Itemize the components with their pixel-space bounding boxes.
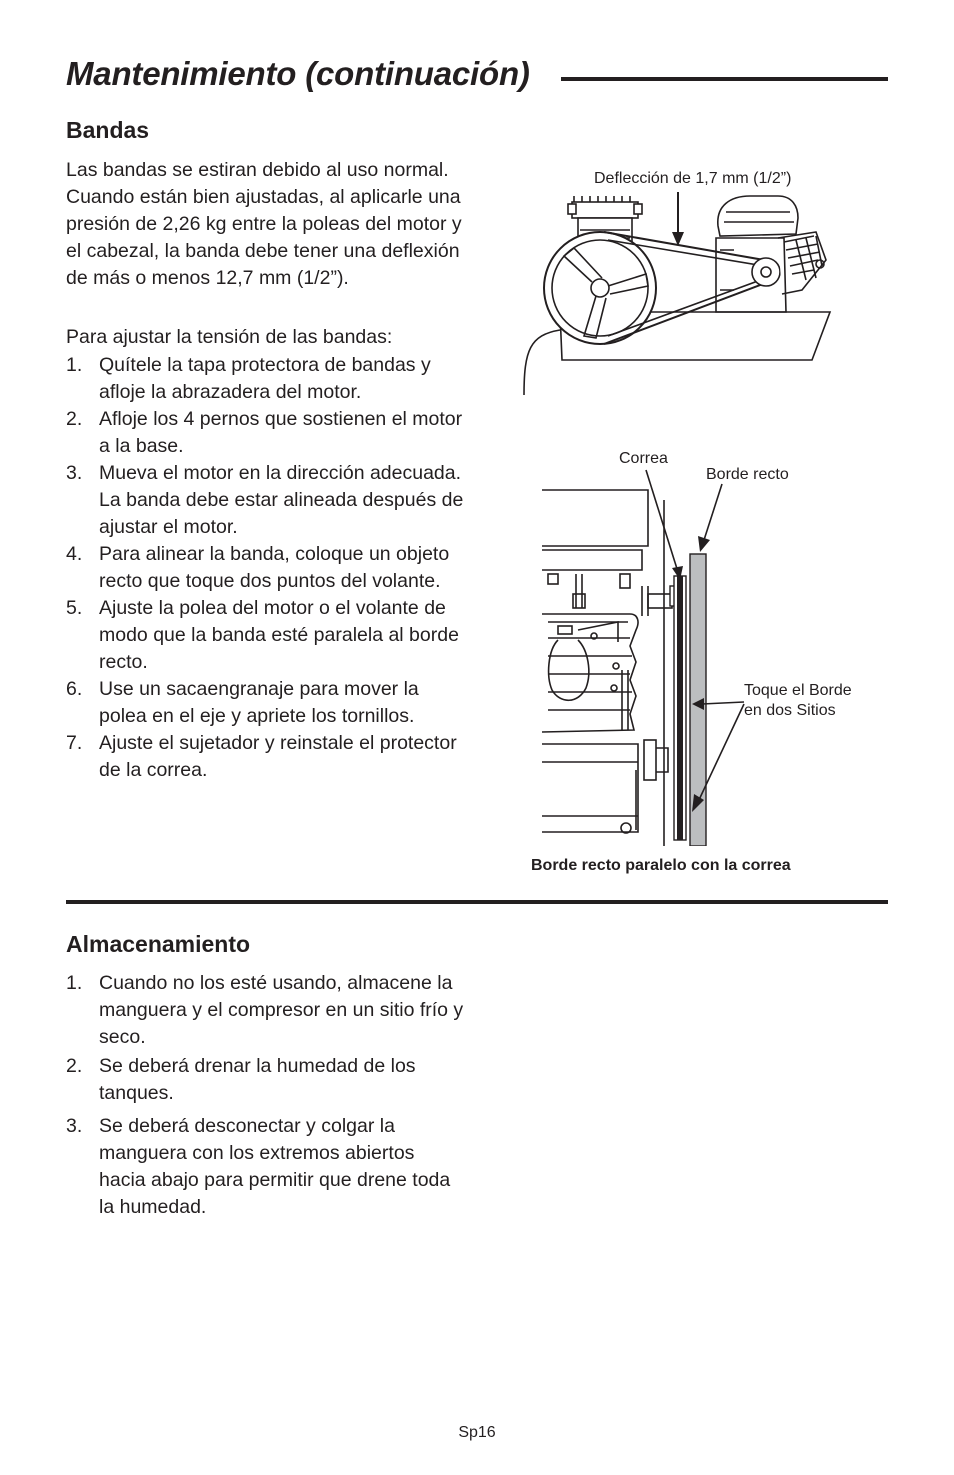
list-item: [66, 352, 470, 406]
list-item: [66, 676, 470, 730]
list-item: [66, 1113, 466, 1221]
step-number: 7.: [66, 732, 83, 754]
touch-edge-line2: en dos Sitios: [744, 702, 836, 719]
step-number: 3.: [66, 1115, 83, 1137]
step-text: Mueva el motor en la dirección adecuada. La banda debe estar alineada después de ajustar el motor.: [99, 462, 464, 538]
step-number: 2.: [66, 408, 83, 430]
belt-label: Correa: [619, 450, 668, 467]
list-item: [66, 406, 470, 460]
list-item: [66, 730, 470, 784]
touch-edge-label: [744, 681, 852, 721]
page-header: [66, 55, 888, 105]
deflection-arrow: [668, 190, 688, 250]
step-number: 4.: [66, 543, 83, 565]
step-text: Quítele la tapa protectora de bandas y afloje la abrazadera del motor.: [99, 354, 431, 403]
step-text: Cuando no los esté usando, almacene la manguera y el compresor en un sitio frío y seco.: [99, 972, 464, 1048]
page-title: Mantenimiento (continuación): [66, 55, 530, 92]
list-item: [66, 1053, 466, 1107]
bandas-intro: Las bandas se estiran debido al uso normal. Cuando están bien ajustadas, al aplicarle una presión de 2,26 kg entre la poleas del motor y el cabezal, la banda debe tener una deflexión de más o menos 12,7 mm (1/2”).: [66, 159, 462, 289]
section-divider: [66, 900, 888, 904]
step-number: 5.: [66, 597, 83, 619]
list-item: [66, 460, 470, 541]
step-number: 3.: [66, 462, 83, 484]
step-text: Ajuste la polea del motor o el volante de modo que la banda esté paralela al borde recto.: [99, 597, 459, 673]
step-text: Se deberá drenar la humedad de los tanques.: [99, 1055, 416, 1104]
figure-caption: Borde recto paralelo con la correa: [531, 857, 791, 874]
bandas-steps-list: [66, 352, 470, 784]
straight-edge-leader-arrow: [688, 482, 728, 554]
page-number: Sp16: [458, 1424, 496, 1441]
list-item: [66, 595, 470, 676]
bandas-lead: Para ajustar la tensión de las bandas:: [66, 326, 393, 348]
step-text: Se deberá desconectar y colgar la manguera con los extremos abiertos hacia abajo para permitir que drene toda la humedad.: [99, 1115, 451, 1218]
step-number: 6.: [66, 678, 83, 700]
step-text: Afloje los 4 pernos que sostienen el motor a la base.: [99, 408, 463, 457]
list-item: [66, 541, 470, 595]
step-text: Para alinear la banda, coloque un objeto recto que toque dos puntos del volante.: [99, 543, 450, 592]
deflection-label: Deflección de 1,7 mm (1/2”): [594, 170, 792, 187]
touch-edge-line1: Toque el Borde: [744, 682, 852, 699]
straight-edge-label: Borde recto: [706, 466, 789, 483]
almacenamiento-steps-list: [66, 970, 466, 1221]
step-text: Ajuste el sujetador y reinstale el protector de la correa.: [99, 732, 457, 781]
step-number: 1.: [66, 354, 83, 376]
list-item: [66, 970, 466, 1051]
touch-edge-leader-arrows: [686, 690, 748, 816]
step-number: 2.: [66, 1055, 83, 1077]
step-number: 1.: [66, 972, 83, 994]
title-rule: [561, 77, 888, 81]
belt-leader-arrow: [640, 468, 690, 583]
section-heading-almacenamiento: Almacenamiento: [66, 931, 251, 957]
step-text: Use un sacaengranaje para mover la polea en el eje y apriete los tornillos.: [99, 678, 419, 727]
section-heading-bandas: Bandas: [66, 117, 150, 143]
